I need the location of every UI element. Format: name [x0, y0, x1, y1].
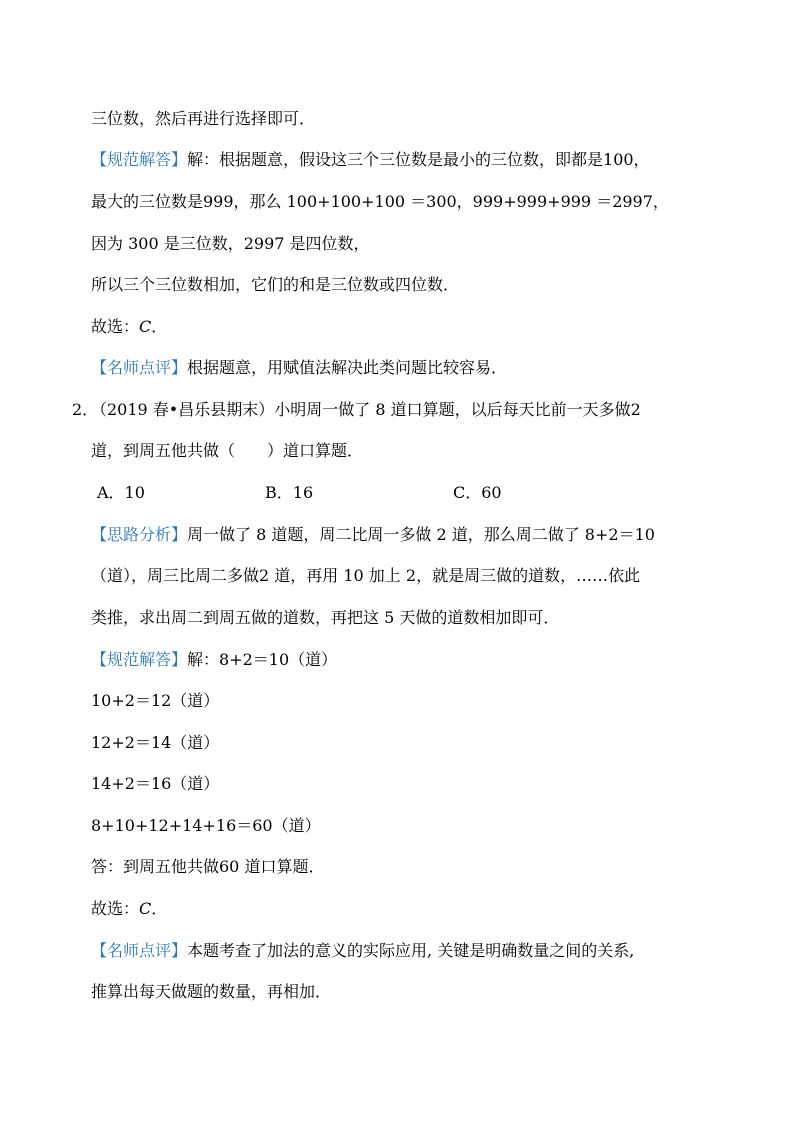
- comment-text: 本题考查了加法的意义的实际应用, 关键是明确数量之间的关系,: [187, 941, 635, 960]
- choose-line: [91, 898, 167, 920]
- choose-suffix: ．: [151, 317, 168, 336]
- answer-tag: 【规范解答】: [91, 150, 188, 169]
- calc-line: 8+10+12+14+16＝60（道）: [91, 816, 321, 835]
- question-number: 2．: [72, 400, 99, 419]
- choose-prefix: 故选：: [91, 899, 140, 918]
- choose-prefix: 故选：: [91, 317, 140, 336]
- calc-line: 10+2＝12（道）: [91, 691, 220, 710]
- text-line: 推算出每天做题的数量，再相加．: [91, 982, 332, 1001]
- choose-letter: C: [139, 899, 152, 918]
- answer-text: 解：8+2＝10（道）: [187, 650, 338, 669]
- choose-line: [91, 316, 167, 338]
- question-stem: （2019 春•昌乐县期末）小明周一做了 8 道口算题，以后每天比前一天多做2: [91, 400, 641, 419]
- answer-line: [91, 649, 337, 671]
- analysis-tag: 【思路分析】: [91, 525, 188, 544]
- comment-line: [91, 357, 507, 379]
- option-a: A．10: [97, 483, 145, 502]
- analysis-text: 周一做了 8 道题，周二比周一多做 2 道，那么周二做了 8+2＝10: [187, 525, 655, 544]
- text-line: 所以三个三位数相加，它们的和是三位数或四位数．: [91, 275, 460, 294]
- text-line: 类推，求出周二到周五做的道数，再把这 5 天做的道数相加即可．: [91, 608, 560, 627]
- answer-tag: 【规范解答】: [91, 650, 188, 669]
- text-line: 因为 300 是三位数，2997 是四位数，: [91, 234, 370, 253]
- question-stem: 道，到周五他共做（ ）道口算题．: [91, 441, 364, 460]
- choose-suffix: ．: [151, 899, 168, 918]
- calc-line: 14+2＝16（道）: [91, 774, 220, 793]
- option-c: C．60: [453, 483, 502, 502]
- comment-tag: 【名师点评】: [91, 358, 188, 377]
- comment-line: [91, 940, 634, 962]
- choose-letter: C: [139, 317, 152, 336]
- comment-text: 根据题意，用赋值法解决此类问题比较容易．: [187, 358, 508, 377]
- answer-text: 解：根据题意，假设这三个三位数是最小的三位数，即都是100，: [187, 150, 650, 169]
- option-b: B．16: [265, 483, 314, 502]
- calc-line: 12+2＝14（道）: [91, 733, 220, 752]
- text-line: 三位数，然后再进行选择即可．: [91, 109, 316, 128]
- reply-line: 答：到周五他共做60 道口算题．: [91, 857, 325, 876]
- text-line: （道），周三比周二多做2 道，再用 10 加上 2，就是周三做的道数，……依此: [91, 566, 641, 585]
- answer-line: [91, 149, 650, 171]
- analysis-line: [91, 524, 655, 546]
- comment-tag: 【名师点评】: [91, 941, 188, 960]
- text-line: 最大的三位数是999，那么 100+100+100 ＝300，999+999+999 ＝2997，: [91, 192, 669, 211]
